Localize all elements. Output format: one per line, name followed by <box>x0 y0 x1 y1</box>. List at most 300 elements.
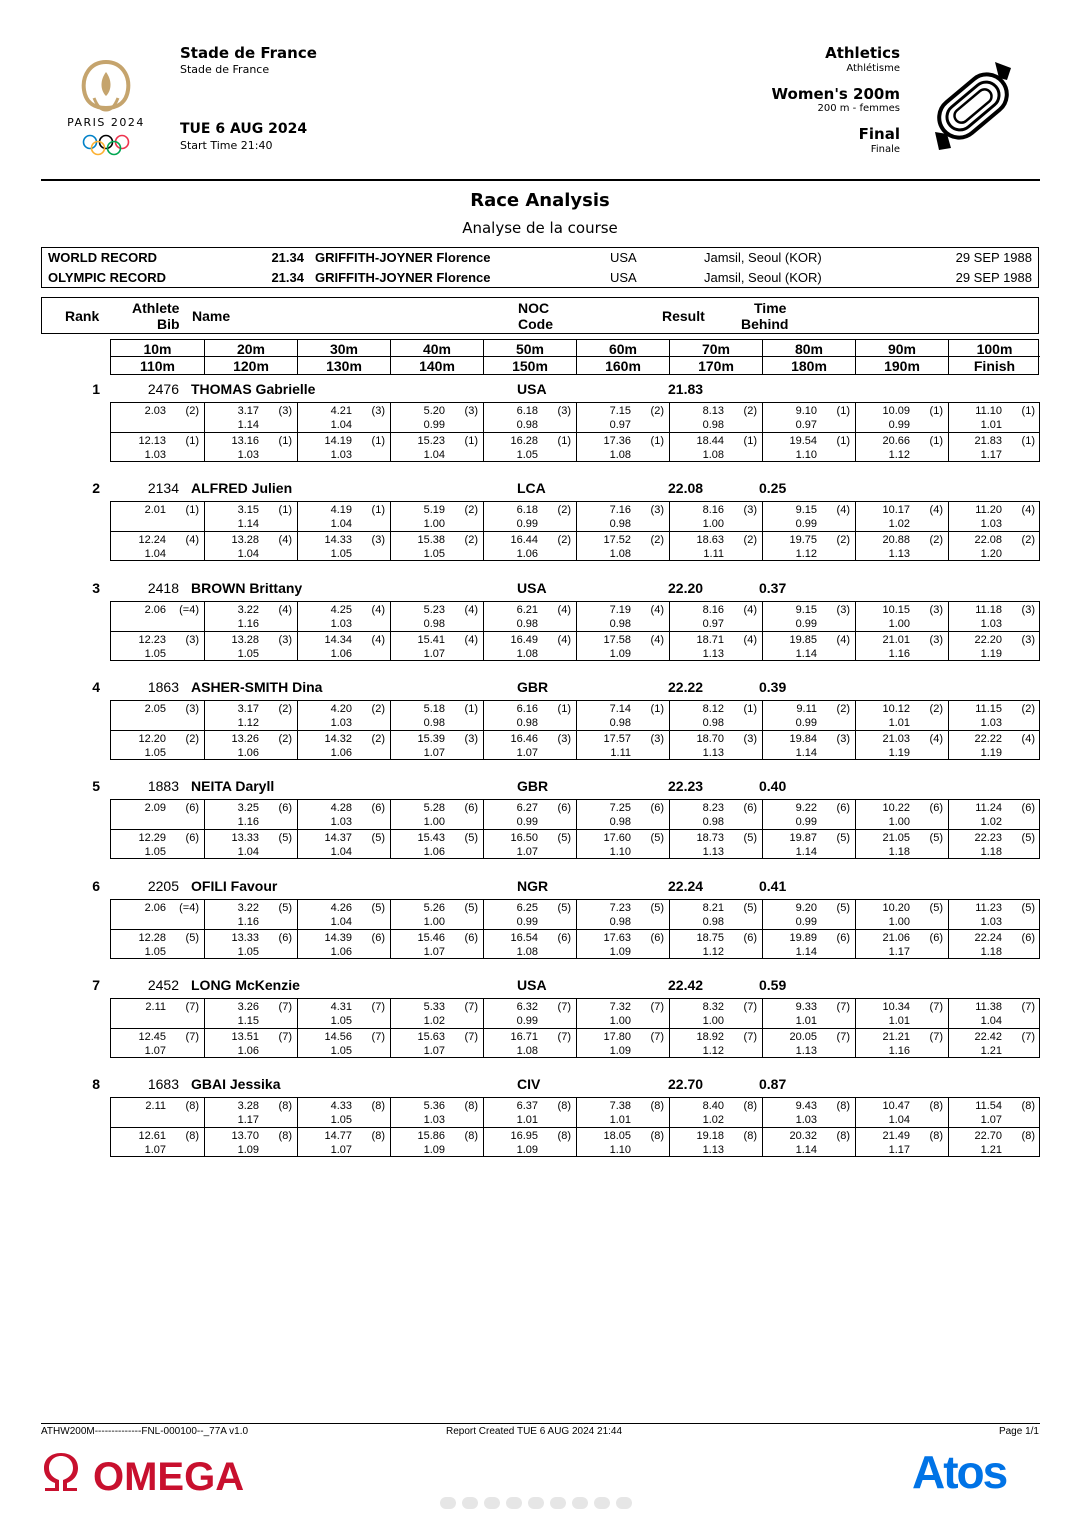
split-time: 22.22 <box>974 733 1002 745</box>
split-position: (1) <box>1021 435 1035 447</box>
split-position: (7) <box>743 1031 757 1043</box>
split-cell <box>390 1127 483 1157</box>
split-cell <box>297 829 390 859</box>
split-position: (2) <box>743 405 757 417</box>
split-cell <box>204 531 297 561</box>
segment-time: 1.00 <box>888 816 910 828</box>
segment-time: 1.21 <box>980 1045 1002 1057</box>
split-position: (4) <box>557 604 571 616</box>
segment-time: 1.01 <box>795 1015 817 1027</box>
split-distance-second-100: 120m <box>233 358 269 374</box>
segment-time: 1.17 <box>888 1144 910 1156</box>
split-cell <box>669 900 762 930</box>
split-distance-first-100: 60m <box>577 341 669 357</box>
split-position: (6) <box>743 802 757 814</box>
segment-time: 0.98 <box>516 618 538 630</box>
split-cell <box>297 701 390 731</box>
split-time: 17.52 <box>603 534 631 546</box>
world-record-row <box>42 248 1038 268</box>
split-time: 13.26 <box>231 733 259 745</box>
segment-time: 1.04 <box>330 846 352 858</box>
split-position: (6) <box>185 802 199 814</box>
split-position: (3) <box>1021 604 1035 616</box>
atos-wordmark: Atos <box>912 1448 1007 1494</box>
split-time: 14.32 <box>324 733 352 745</box>
segment-time: 1.04 <box>423 449 445 461</box>
segment-time: 1.19 <box>980 648 1002 660</box>
split-time: 16.44 <box>510 534 538 546</box>
split-time: 15.63 <box>417 1031 445 1043</box>
athlete-result-block <box>41 776 1040 866</box>
split-position: (7) <box>464 1031 478 1043</box>
split-position: (8) <box>185 1100 199 1112</box>
split-position: (5) <box>929 832 943 844</box>
sport-name: Athletics <box>825 44 900 62</box>
split-cell <box>111 1028 204 1058</box>
split-position: (3) <box>836 733 850 745</box>
split-time: 12.24 <box>138 534 166 546</box>
split-position: (4) <box>278 534 292 546</box>
split-cell <box>111 1098 204 1128</box>
segment-time: 1.09 <box>423 1144 445 1156</box>
split-position: (5) <box>464 832 478 844</box>
split-position: (3) <box>278 634 292 646</box>
split-position: (3) <box>929 604 943 616</box>
record-label: OLYMPIC RECORD <box>48 270 166 285</box>
split-position: (=4) <box>179 902 199 914</box>
split-header-column <box>297 340 390 374</box>
split-position: (4) <box>185 534 199 546</box>
split-position: (5) <box>743 832 757 844</box>
split-cell <box>297 929 390 959</box>
split-cell <box>762 900 855 930</box>
athlete-result: 21.83 <box>668 381 704 397</box>
athlete-noc: USA <box>517 580 547 596</box>
split-position: (8) <box>371 1130 385 1142</box>
split-time: 9.10 <box>795 405 817 417</box>
split-time: 11.20 <box>975 504 1002 516</box>
segment-time: 1.00 <box>423 916 445 928</box>
split-cell <box>390 829 483 859</box>
segment-time: 0.98 <box>423 618 445 630</box>
record-venue: Jamsil, Seoul (KOR) <box>704 250 822 265</box>
split-time: 14.37 <box>324 832 352 844</box>
segment-time: 0.98 <box>609 618 631 630</box>
event-name-fr: 200 m - femmes <box>817 103 900 114</box>
split-time: 8.23 <box>702 802 724 814</box>
split-time: 8.16 <box>702 504 724 516</box>
segment-time: 1.01 <box>888 717 910 729</box>
segment-time: 1.14 <box>795 946 817 958</box>
split-time: 8.13 <box>702 405 724 417</box>
segment-time: 1.17 <box>237 1114 259 1126</box>
split-distance-first-100: 10m <box>111 341 204 357</box>
segment-time: 1.21 <box>980 1144 1002 1156</box>
split-cell <box>576 531 669 561</box>
split-position: (5) <box>278 832 292 844</box>
athlete-result: 22.20 <box>668 580 704 596</box>
split-cell <box>948 701 1040 731</box>
split-time: 22.24 <box>974 932 1002 944</box>
split-position: (8) <box>278 1100 292 1112</box>
split-position: (5) <box>929 902 943 914</box>
segment-time: 1.16 <box>237 816 259 828</box>
segment-time: 1.03 <box>980 618 1002 630</box>
segment-time: 1.04 <box>330 916 352 928</box>
split-position: (3) <box>929 634 943 646</box>
segment-time: 1.06 <box>237 1045 259 1057</box>
segment-time: 0.99 <box>888 419 910 431</box>
segment-time: 1.05 <box>237 648 259 660</box>
split-position: (2) <box>1021 703 1035 715</box>
split-cell <box>948 531 1040 561</box>
split-time: 18.44 <box>696 435 724 447</box>
phase-name-fr: Finale <box>870 144 900 155</box>
split-cell <box>297 999 390 1029</box>
split-cell <box>669 929 762 959</box>
split-time: 19.89 <box>789 932 817 944</box>
segment-time: 1.05 <box>237 946 259 958</box>
split-time: 5.23 <box>423 604 445 616</box>
athlete-time-behind: 0.41 <box>759 878 787 894</box>
athletics-track-icon <box>925 58 1021 154</box>
segment-time: 0.99 <box>795 518 817 530</box>
split-position: (1) <box>650 703 664 715</box>
split-time: 12.28 <box>138 932 166 944</box>
segment-time: 1.00 <box>888 618 910 630</box>
col-result: Result <box>662 308 705 324</box>
split-cell <box>576 730 669 760</box>
athlete-name: ALFRED Julien <box>191 480 293 496</box>
split-cell <box>669 1127 762 1157</box>
segment-time: 1.01 <box>888 1015 910 1027</box>
athlete-result-block <box>41 578 1040 668</box>
split-time: 22.70 <box>974 1130 1002 1142</box>
segment-time: 1.19 <box>980 747 1002 759</box>
split-time: 16.71 <box>510 1031 538 1043</box>
athlete-rank: 5 <box>92 778 100 794</box>
split-position: (3) <box>743 504 757 516</box>
split-cell <box>483 1127 576 1157</box>
split-position: (8) <box>464 1130 478 1142</box>
split-position: (5) <box>650 832 664 844</box>
segment-time: 1.07 <box>144 1144 166 1156</box>
split-time: 10.17 <box>882 504 910 516</box>
split-position: (6) <box>1021 802 1035 814</box>
split-position: (3) <box>557 733 571 745</box>
split-time: 15.86 <box>417 1130 445 1142</box>
segment-time: 1.11 <box>703 548 724 560</box>
split-position: (2) <box>185 405 199 417</box>
split-time: 19.75 <box>789 534 817 546</box>
segment-time: 1.07 <box>516 747 538 759</box>
split-time: 7.25 <box>609 802 631 814</box>
segment-time: 1.17 <box>888 946 910 958</box>
athlete-splits-grid <box>110 601 1040 661</box>
split-position: (6) <box>185 832 199 844</box>
col-noc: NOC <box>518 300 550 316</box>
athlete-noc: GBR <box>517 679 549 695</box>
segment-time: 1.14 <box>795 747 817 759</box>
split-time: 10.12 <box>882 703 910 715</box>
segment-time: 1.03 <box>980 717 1002 729</box>
athlete-rank: 4 <box>92 679 100 695</box>
segment-time: 1.14 <box>237 419 259 431</box>
split-cell <box>576 800 669 830</box>
split-cell <box>948 730 1040 760</box>
split-time: 8.40 <box>702 1100 724 1112</box>
segment-time: 1.07 <box>330 1144 352 1156</box>
split-cell <box>483 900 576 930</box>
split-position: (5) <box>650 902 664 914</box>
split-position: (2) <box>650 405 664 417</box>
split-position: (3) <box>557 405 571 417</box>
split-cell <box>855 432 948 462</box>
split-position: (2) <box>557 504 571 516</box>
split-distance-first-100: 30m <box>298 341 390 357</box>
split-position: (8) <box>185 1130 199 1142</box>
split-position: (2) <box>929 534 943 546</box>
athlete-name: GBAI Jessika <box>191 1076 281 1092</box>
split-position: (6) <box>743 932 757 944</box>
split-position: (=4) <box>179 604 199 616</box>
split-cell <box>669 502 762 532</box>
split-cell <box>669 1028 762 1058</box>
athlete-summary-row <box>41 1074 1040 1094</box>
split-time: 18.05 <box>603 1130 631 1142</box>
athlete-bib: 2418 <box>147 580 179 596</box>
header-divider <box>41 179 1040 181</box>
split-time: 6.18 <box>516 405 538 417</box>
segment-time: 0.98 <box>702 717 724 729</box>
split-cell <box>855 800 948 830</box>
split-time: 4.31 <box>330 1001 352 1013</box>
athlete-rank: 6 <box>92 878 100 894</box>
segment-time: 1.06 <box>516 548 538 560</box>
split-time: 22.23 <box>974 832 1002 844</box>
split-time: 15.39 <box>417 733 445 745</box>
split-cell <box>669 999 762 1029</box>
split-time: 5.19 <box>423 504 445 516</box>
split-cell <box>576 1028 669 1058</box>
split-position: (8) <box>743 1130 757 1142</box>
split-cell <box>669 701 762 731</box>
split-time: 5.26 <box>423 902 445 914</box>
segment-time: 1.17 <box>980 449 1002 461</box>
split-cell <box>111 403 204 433</box>
split-cell <box>204 1127 297 1157</box>
split-cell <box>483 403 576 433</box>
split-time: 7.32 <box>609 1001 631 1013</box>
split-distance-second-100: 130m <box>326 358 362 374</box>
athlete-time-behind: 0.39 <box>759 679 787 695</box>
split-time: 13.33 <box>231 932 259 944</box>
record-noc: USA <box>610 270 637 285</box>
athlete-result: 22.22 <box>668 679 704 695</box>
split-position: (5) <box>278 902 292 914</box>
phase-name: Final <box>858 125 900 143</box>
split-position: (7) <box>464 1001 478 1013</box>
split-cell <box>762 531 855 561</box>
paris-2024-text: PARIS 2024 <box>67 116 145 129</box>
split-position: (4) <box>1021 504 1035 516</box>
split-cell <box>297 602 390 632</box>
split-distance-first-100: 40m <box>391 341 483 357</box>
split-time: 21.01 <box>882 634 910 646</box>
split-distance-second-100: 190m <box>884 358 920 374</box>
segment-time: 0.98 <box>516 717 538 729</box>
segment-time: 1.02 <box>702 1114 724 1126</box>
split-position: (8) <box>557 1130 571 1142</box>
segment-time: 1.16 <box>237 618 259 630</box>
split-cell <box>111 730 204 760</box>
split-cell <box>576 829 669 859</box>
split-cell <box>576 602 669 632</box>
athlete-name: BROWN Brittany <box>191 580 303 596</box>
record-holder: GRIFFITH-JOYNER Florence <box>315 250 491 265</box>
segment-time: 1.16 <box>888 1045 910 1057</box>
segment-time: 1.05 <box>330 1015 352 1027</box>
split-time: 16.54 <box>510 932 538 944</box>
watermark-bars <box>440 1495 640 1511</box>
split-cell <box>390 502 483 532</box>
footer-divider <box>41 1423 1040 1424</box>
split-time: 17.63 <box>603 932 631 944</box>
split-time: 21.21 <box>882 1031 910 1043</box>
split-cell <box>111 602 204 632</box>
split-time: 11.24 <box>975 802 1002 814</box>
split-position: (4) <box>464 634 478 646</box>
segment-time: 1.10 <box>609 1144 631 1156</box>
split-time: 11.18 <box>975 604 1002 616</box>
split-time: 21.49 <box>882 1130 910 1142</box>
split-time: 3.25 <box>237 802 259 814</box>
split-time: 5.28 <box>423 802 445 814</box>
split-time: 21.83 <box>974 435 1002 447</box>
start-time: Start Time 21:40 <box>180 139 273 152</box>
split-cell <box>390 432 483 462</box>
split-position: (3) <box>464 405 478 417</box>
split-cell <box>948 999 1040 1029</box>
split-cell <box>669 531 762 561</box>
split-time: 11.23 <box>975 902 1002 914</box>
split-cell <box>483 929 576 959</box>
segment-time: 1.04 <box>330 518 352 530</box>
split-time: 6.37 <box>516 1100 538 1112</box>
segment-time: 1.08 <box>609 449 631 461</box>
split-position: (1) <box>464 435 478 447</box>
split-time: 9.43 <box>795 1100 817 1112</box>
split-position: (3) <box>743 733 757 745</box>
split-distance-second-100: Finish <box>973 358 1016 374</box>
split-time: 14.56 <box>324 1031 352 1043</box>
athlete-splits-grid <box>110 1097 1040 1157</box>
athlete-noc: CIV <box>517 1076 541 1092</box>
split-distance-second-100: 110m <box>139 358 176 374</box>
split-time: 2.03 <box>144 405 166 417</box>
split-cell <box>669 800 762 830</box>
split-time: 5.36 <box>423 1100 445 1112</box>
split-time: 13.70 <box>231 1130 259 1142</box>
split-position: (6) <box>836 932 850 944</box>
athlete-result-block <box>41 478 1040 568</box>
split-time: 3.26 <box>237 1001 259 1013</box>
athlete-time-behind: 0.40 <box>759 778 787 794</box>
split-time: 8.21 <box>702 902 724 914</box>
split-position: (1) <box>185 504 199 516</box>
split-time: 11.54 <box>975 1100 1002 1112</box>
segment-time: 1.11 <box>610 747 631 759</box>
segment-time: 0.98 <box>609 816 631 828</box>
split-cell <box>669 631 762 661</box>
segment-time: 1.07 <box>423 747 445 759</box>
athlete-noc: LCA <box>517 480 546 496</box>
document-code: ATHW200M--------------FNL-000100--_77A v1.0 <box>41 1426 249 1437</box>
split-position: (2) <box>1021 534 1035 546</box>
record-mark: 21.34 <box>271 250 304 265</box>
segment-time: 0.99 <box>795 618 817 630</box>
split-position: (6) <box>929 802 943 814</box>
split-cell <box>390 929 483 959</box>
athlete-result-block <box>41 975 1040 1065</box>
segment-time: 1.04 <box>888 1114 910 1126</box>
split-position: (7) <box>650 1031 664 1043</box>
split-cell <box>390 403 483 433</box>
split-cell <box>483 531 576 561</box>
split-position: (8) <box>929 1100 943 1112</box>
split-cell <box>297 531 390 561</box>
segment-time: 1.18 <box>888 846 910 858</box>
split-time: 20.88 <box>882 534 910 546</box>
segment-time: 1.01 <box>980 419 1002 431</box>
split-cell <box>762 829 855 859</box>
split-cell <box>204 502 297 532</box>
athlete-rank: 1 <box>92 381 100 397</box>
segment-time: 1.08 <box>516 1045 538 1057</box>
split-position: (2) <box>371 703 385 715</box>
split-cell <box>390 800 483 830</box>
split-time: 12.61 <box>138 1130 166 1142</box>
athlete-bib: 2452 <box>147 977 179 993</box>
split-time: 10.09 <box>882 405 910 417</box>
split-time: 16.95 <box>510 1130 538 1142</box>
split-cell <box>483 701 576 731</box>
segment-time: 0.99 <box>795 717 817 729</box>
split-position: (1) <box>650 435 664 447</box>
split-position: (4) <box>371 604 385 616</box>
split-cell <box>762 1028 855 1058</box>
split-position: (6) <box>371 932 385 944</box>
split-cell <box>111 1127 204 1157</box>
segment-time: 1.13 <box>702 1144 724 1156</box>
split-position: (8) <box>1021 1130 1035 1142</box>
split-time: 4.21 <box>330 405 352 417</box>
split-time: 20.05 <box>789 1031 817 1043</box>
split-cell <box>483 631 576 661</box>
segment-time: 1.14 <box>237 518 259 530</box>
athlete-result-block <box>41 677 1040 767</box>
split-time: 6.32 <box>516 1001 538 1013</box>
segment-time: 0.99 <box>516 518 538 530</box>
split-time: 5.33 <box>423 1001 445 1013</box>
segment-time: 1.13 <box>702 648 724 660</box>
split-position: (7) <box>929 1031 943 1043</box>
split-distance-first-100: 80m <box>763 341 855 357</box>
segment-time: 1.00 <box>702 518 724 530</box>
split-cell <box>669 403 762 433</box>
split-position: (1) <box>743 435 757 447</box>
split-cell <box>204 900 297 930</box>
